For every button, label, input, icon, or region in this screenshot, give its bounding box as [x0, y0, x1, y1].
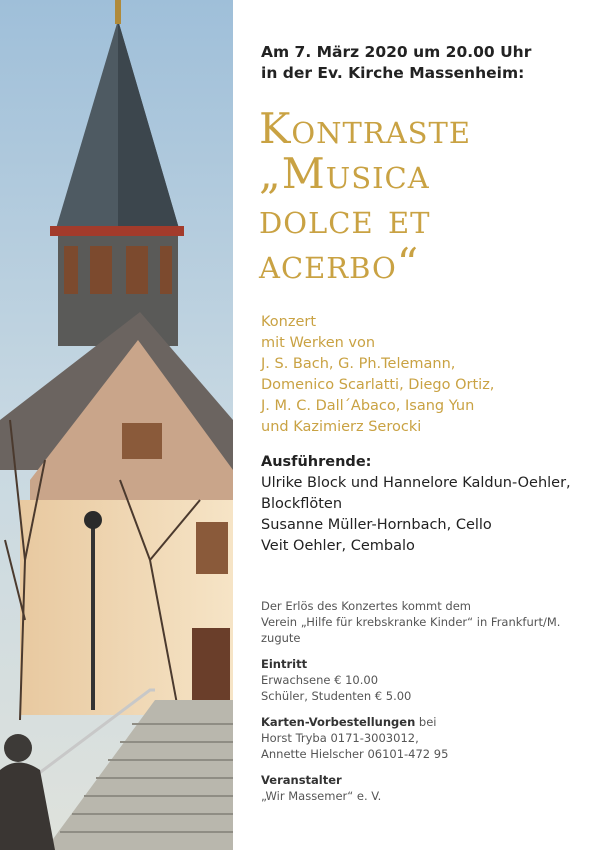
performer-line: Blockflöten	[261, 496, 343, 512]
church-photo	[0, 0, 233, 850]
concert-title	[259, 106, 471, 286]
ticket-contact: Annette Hielscher 06101-472 95	[261, 747, 449, 761]
organizer-heading: Veranstalter	[261, 773, 342, 787]
admission-price: Erwachsene € 10.00	[261, 673, 379, 687]
program-line: mit Werken von	[261, 335, 376, 351]
tickets-heading-line	[261, 714, 448, 730]
organizer-name: „Wir Massemer“ e. V.	[261, 789, 382, 803]
flyer-text	[233, 0, 600, 850]
program-line: und Kazimierz Serocki	[261, 419, 422, 435]
program-line: J. M. C. Dall´Abaco, Isang Yun	[261, 398, 475, 414]
tickets-section	[261, 714, 448, 762]
proceeds-note	[261, 598, 560, 646]
performers-heading: Ausführende:	[261, 454, 372, 470]
event-location: in der Ev. Kirche Massenheim:	[261, 64, 525, 82]
admission-section	[261, 656, 411, 704]
admission-heading: Eintritt	[261, 657, 308, 671]
title-line: dolce et	[259, 194, 431, 243]
program-line: J. S. Bach, G. Ph.Telemann,	[261, 356, 456, 372]
tickets-heading-suffix: bei	[415, 715, 437, 729]
proceeds-line: zugute	[261, 631, 301, 645]
ticket-contact: Horst Tryba 0171-3003012,	[261, 731, 419, 745]
performer-line: Susanne Müller-Hornbach, Cello	[261, 517, 492, 533]
performer-line: Veit Oehler, Cembalo	[261, 538, 415, 554]
event-date: Am 7. März 2020 um 20.00 Uhr	[261, 43, 532, 61]
event-date-location	[261, 42, 531, 84]
title-line: „Musica	[259, 149, 430, 198]
performers-section	[261, 452, 571, 557]
proceeds-line: Verein „Hilfe für krebskranke Kinder“ in Frankfurt/M.	[261, 615, 561, 629]
program-line: Domenico Scarlatti, Diego Ortiz,	[261, 377, 495, 393]
title-line: acerbo“	[259, 239, 420, 288]
tickets-heading: Karten-Vorbestellungen	[261, 715, 416, 729]
proceeds-line: Der Erlös des Konzertes kommt dem	[261, 599, 472, 613]
admission-price: Schüler, Studenten € 5.00	[261, 689, 412, 703]
performer-line: Ulrike Block und Hannelore Kaldun-Oehler,	[261, 475, 571, 491]
program-line: Konzert	[261, 314, 317, 330]
organizer-section	[261, 772, 381, 804]
title-line: Kontraste	[259, 104, 472, 153]
program-description	[261, 312, 494, 438]
